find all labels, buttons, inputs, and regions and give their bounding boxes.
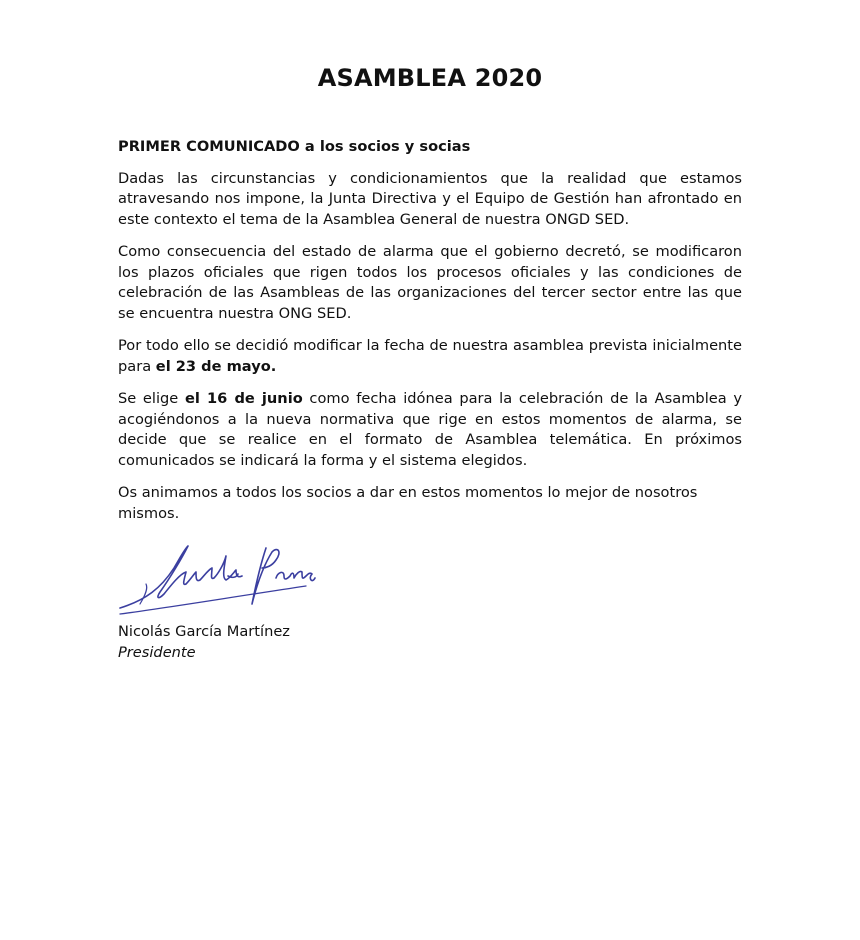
letter-heading [118,137,742,158]
paragraph-1: Dadas las circunstancias y condicionamientos que la realidad que estamos atravesando nos impone, la Junta Directiva y el Equipo de Gestión han afrontado en este contexto el tema de la Asamblea General de nuestra ONGD SED. [118,169,742,228]
paragraph-4-intro: Se elige [118,390,185,407]
heading-bold: PRIMER COMUNICADO [118,138,300,155]
paragraph-3-text: Por todo ello se decidió modificar la fecha de nuestra asamblea prevista inicialmente para [118,337,742,375]
paragraph-5: Os animamos a todos los socios a dar en estos momentos lo mejor de nosotros mismos. [118,484,698,522]
signature-strokes [120,546,315,614]
original-date: el 23 de mayo. [155,357,277,375]
signer-block [118,622,290,663]
signer-role: Presidente [118,643,196,661]
handwritten-signature [116,538,316,616]
signer-name: Nicolás García Martínez [118,623,290,640]
new-date: el 16 de junio [184,390,303,407]
paragraph-4 [118,389,742,471]
paragraph-2: Como consecuencia del estado de alarma que el gobierno decretó, se modificaron los plazos oficiales que rigen todos los procesos oficiales y las condiciones de celebración de las Asambleas de las organizaciones del tercer sector entre las que se encuentra nuestra ONG SED. [118,243,742,322]
paragraph-3 [118,336,742,377]
letter-body [118,137,742,536]
paragraph-4-text: como fecha idónea para la celebración de la Asamblea y acogiéndonos a la nueva normativa que rige en estos momentos de alarma, se decide que se realice en el formato de Asamblea telemática. En próximos comunicados se indicará la forma y el sistema elegidos. [118,390,742,469]
document-title: ASAMBLEA 2020 [317,64,543,92]
heading-rest: a los socios y socias [299,138,471,155]
